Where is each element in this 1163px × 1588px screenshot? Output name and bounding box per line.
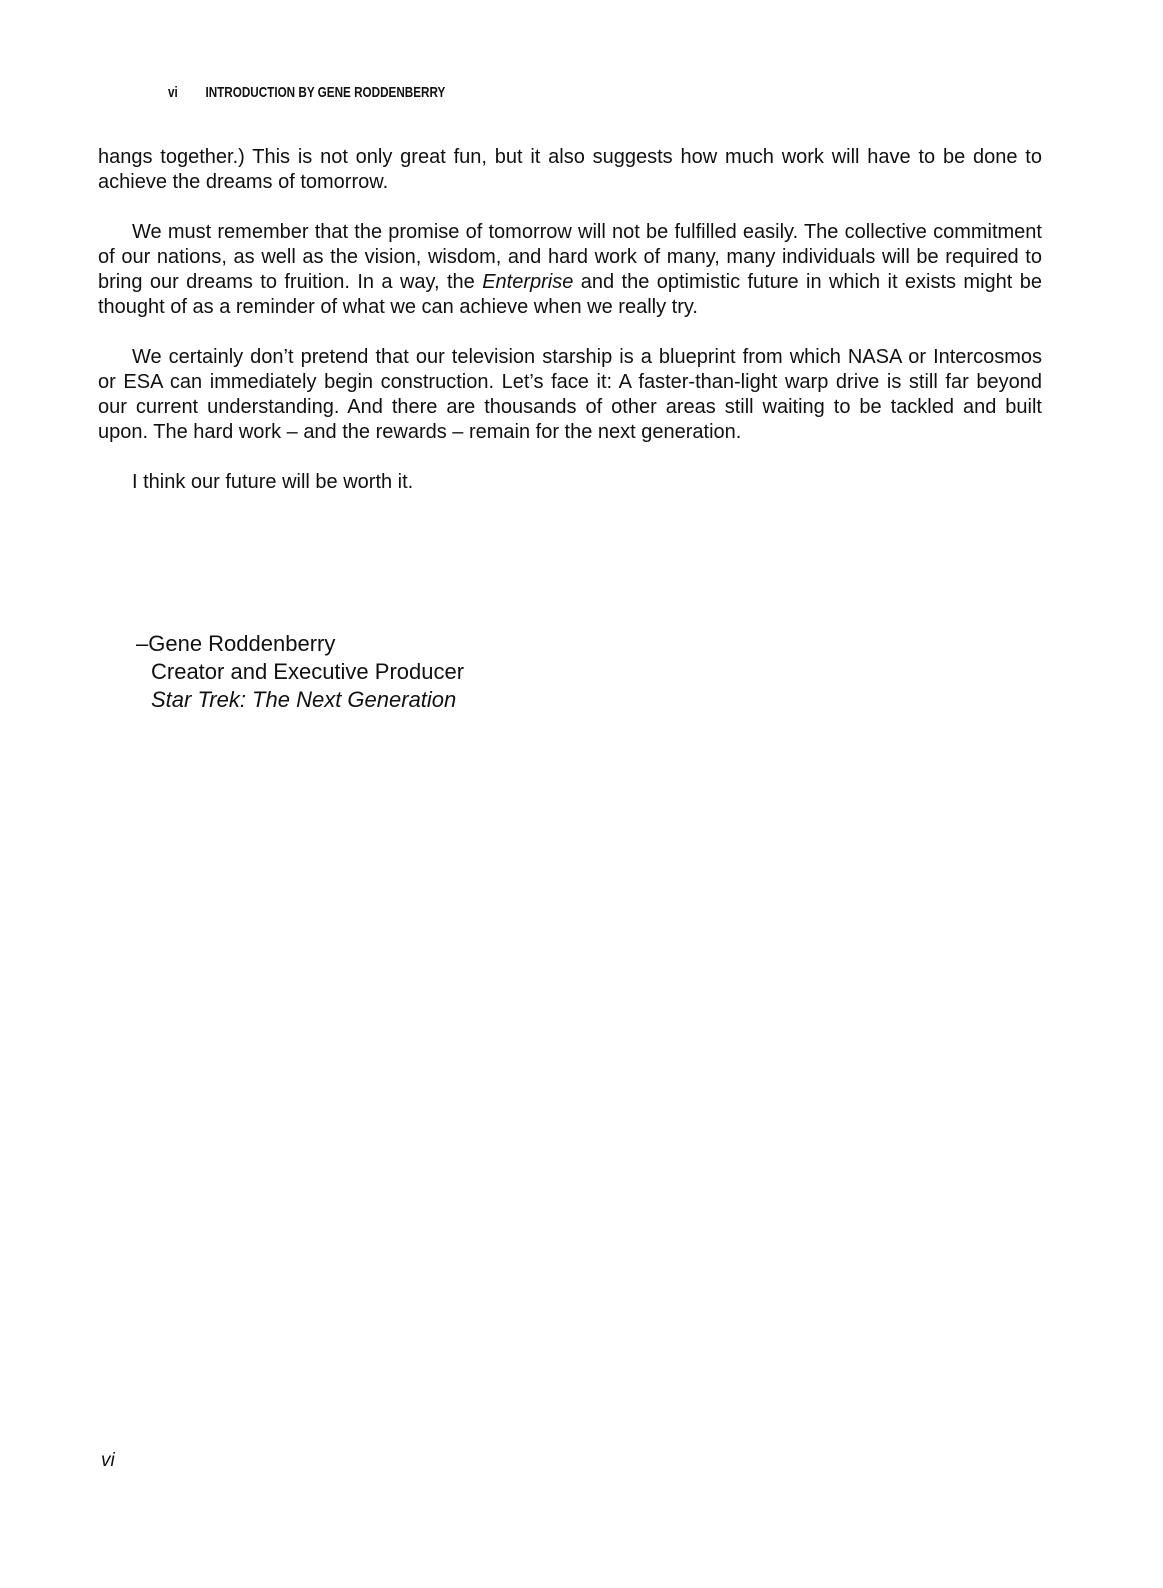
paragraph-2-part-a: We must remember that the promise of tomorrow will not be fulfilled easily. The collective commitment of our nations, as well as the vision, wisdom, and hard work of many, many individuals will be required to bring our dreams to fruition. In a way, the [98,221,1042,293]
page-number: vi [101,1450,115,1471]
paragraph-3: We certainly don’t pretend that our television starship is a blueprint from which NASA or Intercosmos or ESA can immediately begin construction. Let’s face it: A faster-than-light warp drive is still far beyond our current understanding. And there are thousands of other areas still waiting to be tackled and built upon. The hard work – and the rewards – remain for the next generation. [98,346,1042,443]
running-head [168,84,445,101]
signature-block [136,630,464,714]
paragraph-4: I think our future will be worth it. [132,471,414,493]
paragraph-2-part-b: and the optimistic future in which it exists might be thought of as a reminder of what we can achieve when we really try. [98,271,1042,318]
paragraph-2 [98,220,1042,320]
paragraph-1: hangs together.) This is not only great fun, but it also suggests how much work will have to be done to achieve the dreams of tomorrow. [98,146,1042,193]
paragraph-2-enterprise: Enterprise [482,271,574,293]
running-head-title: INTRODUCTION BY GENE RODDENBERRY [205,84,446,101]
signature-show: Star Trek: The Next Generation [151,687,457,712]
signature-name: –Gene Roddenberry [136,631,336,656]
running-head-folio: vi [168,84,178,101]
signature-role: Creator and Executive Producer [151,659,465,684]
body-text [98,145,1042,520]
